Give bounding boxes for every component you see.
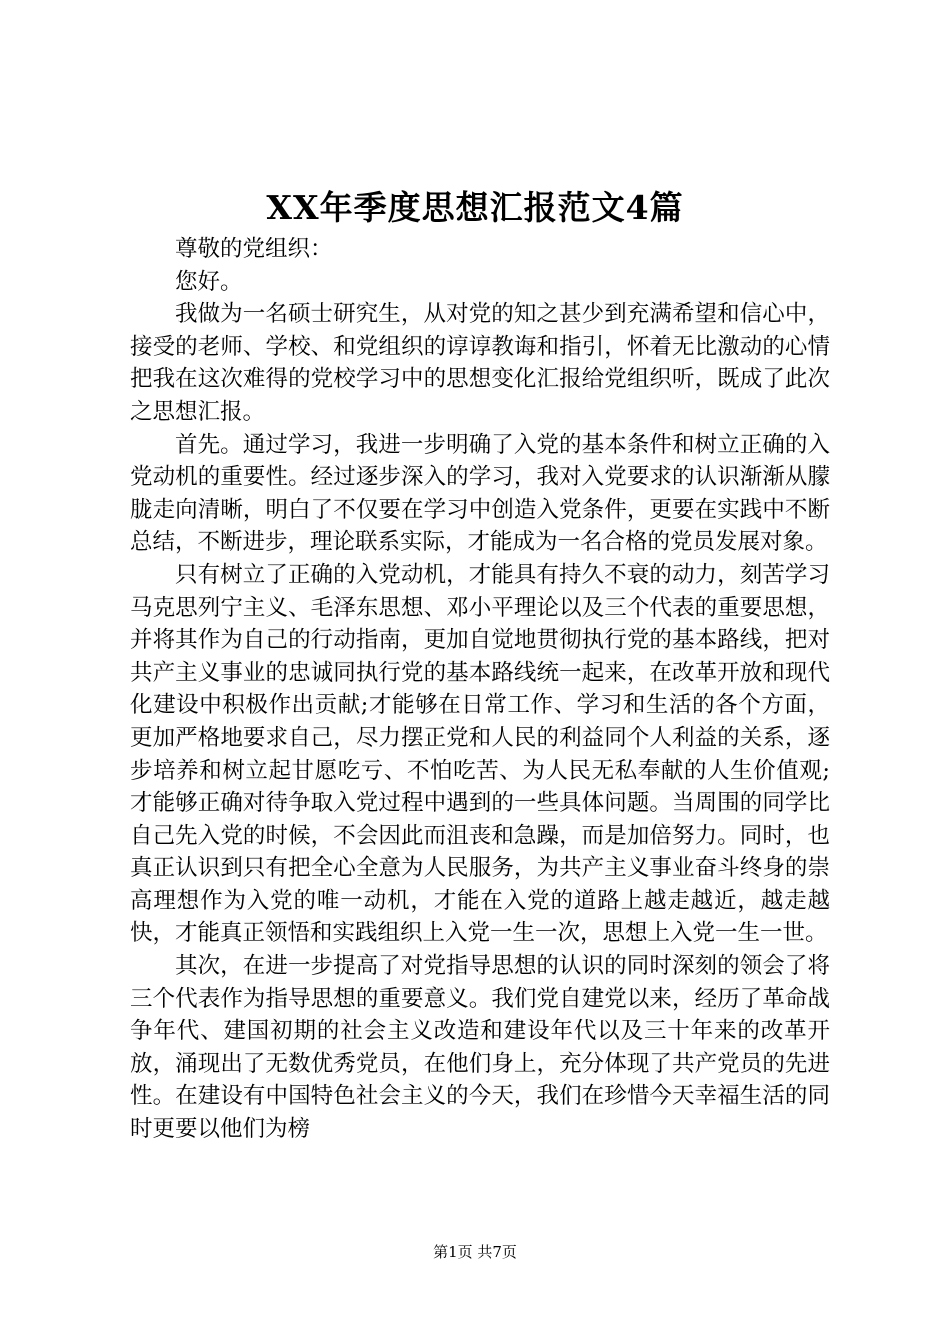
document-body [130, 233, 830, 1146]
page-footer: 第1页 共7页 [433, 1243, 517, 1261]
body-paragraph: 其次，在进一步提高了对党指导思想的认识的同时深刻的领会了将三个代表作为指导思想的重要意义。我们党自建党以来，经历了革命战争年代、建国初期的社会主义改造和建设年代以及三十年来的改革开放，涌现出了无数优秀党员，在他们身上，充分体现了共产党员的先进性。在建设有中国特色社会主义的今天，我们在珍惜今天幸福生活的同时更要以他们为榜 [130, 953, 830, 1143]
salutation: 尊敬的党组织： [175, 236, 333, 262]
body-paragraph: 只有树立了正确的入党动机，才能具有持久不衰的动力，刻苦学习马克思列宁主义、毛泽东思想、邓小平理论以及三个代表的重要思想，并将其作为自己的行动指南，更加自觉地贯彻执行党的基本路线，把对共产主义事业的忠诚同执行党的基本路线统一起来，在改革开放和现代化建设中积极作出贡献;才能够在日常工作、学习和生活的各个方面，更加严格地要求自己，尽力摆正党和人民的利益同个人利益的关系，逐步培养和树立起甘愿吃亏、不怕吃苦、为人民无私奉献的人生价值观;才能够正确对待争取入党过程中遇到的一些具体问题。当周围的同学比自己先入党的时候，不会因此而沮丧和急躁，而是加倍努力。同时，也真正认识到只有把全心全意为人民服务，为共产主义事业奋斗终身的崇高理想作为入党的唯一动机，才能在入党的道路上越走越近，越走越快，才能真正领悟和实践组织上入党一生一次，思想上入党一生一世。 [130, 561, 830, 947]
body-paragraph: 我做为一名硕士研究生，从对党的知之甚少到充满希望和信心中，接受的老师、学校、和党组织的谆谆教诲和指引，怀着无比激动的心情把我在这次难得的党校学习中的思想变化汇报给党组织听，既成了此次之思想汇报。 [130, 301, 830, 425]
greeting: 您好。 [175, 268, 243, 295]
document-title: XX年季度思想汇报范文4篇 [266, 188, 684, 227]
body-paragraph: 首先。通过学习，我进一步明确了入党的基本条件和树立正确的入党动机的重要性。经过逐步深入的学习，我对入党要求的认识渐渐从朦胧走向清晰，明白了不仅要在学习中创造入党条件，更要在实践中不断总结，不断进步，理论联系实际，才能成为一名合格的党员发展对象。 [130, 431, 830, 556]
